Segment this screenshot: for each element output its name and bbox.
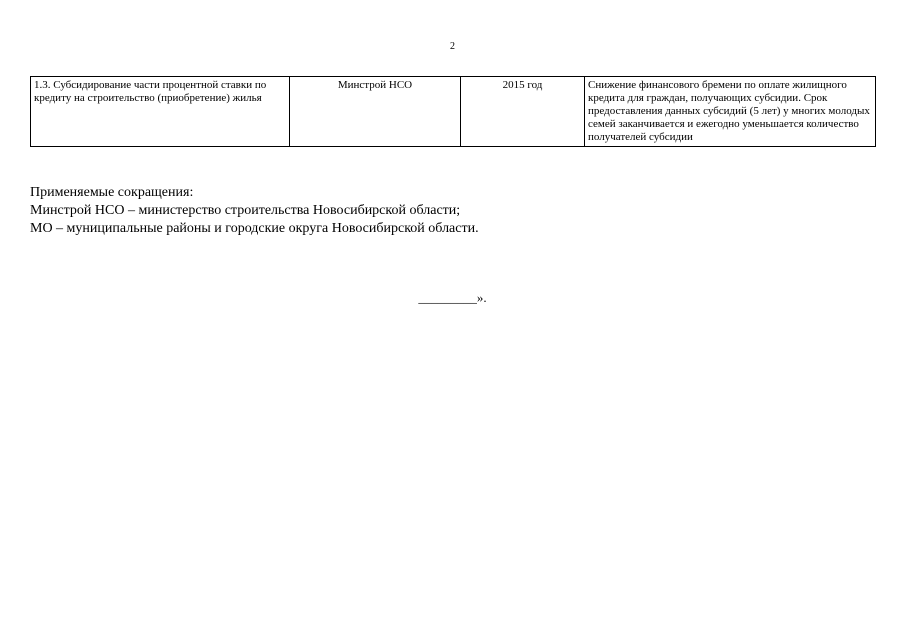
closing-mark: _________». [418, 290, 487, 305]
term-cell: 2015 год [461, 77, 585, 147]
measures-table [30, 76, 876, 147]
measure-cell: 1.3. Субсидирование части процентной ставки по кредиту на строительство (приобретение) жилья [31, 77, 290, 147]
executor-cell: Минстрой НСО [290, 77, 461, 147]
abbreviations-heading: Применяемые сокращения: [30, 185, 194, 200]
abbreviation-item: МО – муниципальные районы и городские округа Новосибирской области. [30, 221, 479, 236]
result-cell: Снижение финансового бремени по оплате жилищного кредита для граждан, получающих субсидии. Срок предоставления данных субсидий (5 лет) у многих молодых семей заканчивается и ежегодно уменьшается количество получателей субсидии [585, 77, 876, 147]
page-number: 2 [450, 41, 455, 52]
abbreviation-item: Минстрой НСО – министерство строительства Новосибирской области; [30, 203, 461, 218]
abbreviations-block [30, 184, 479, 238]
table-row [31, 77, 876, 147]
